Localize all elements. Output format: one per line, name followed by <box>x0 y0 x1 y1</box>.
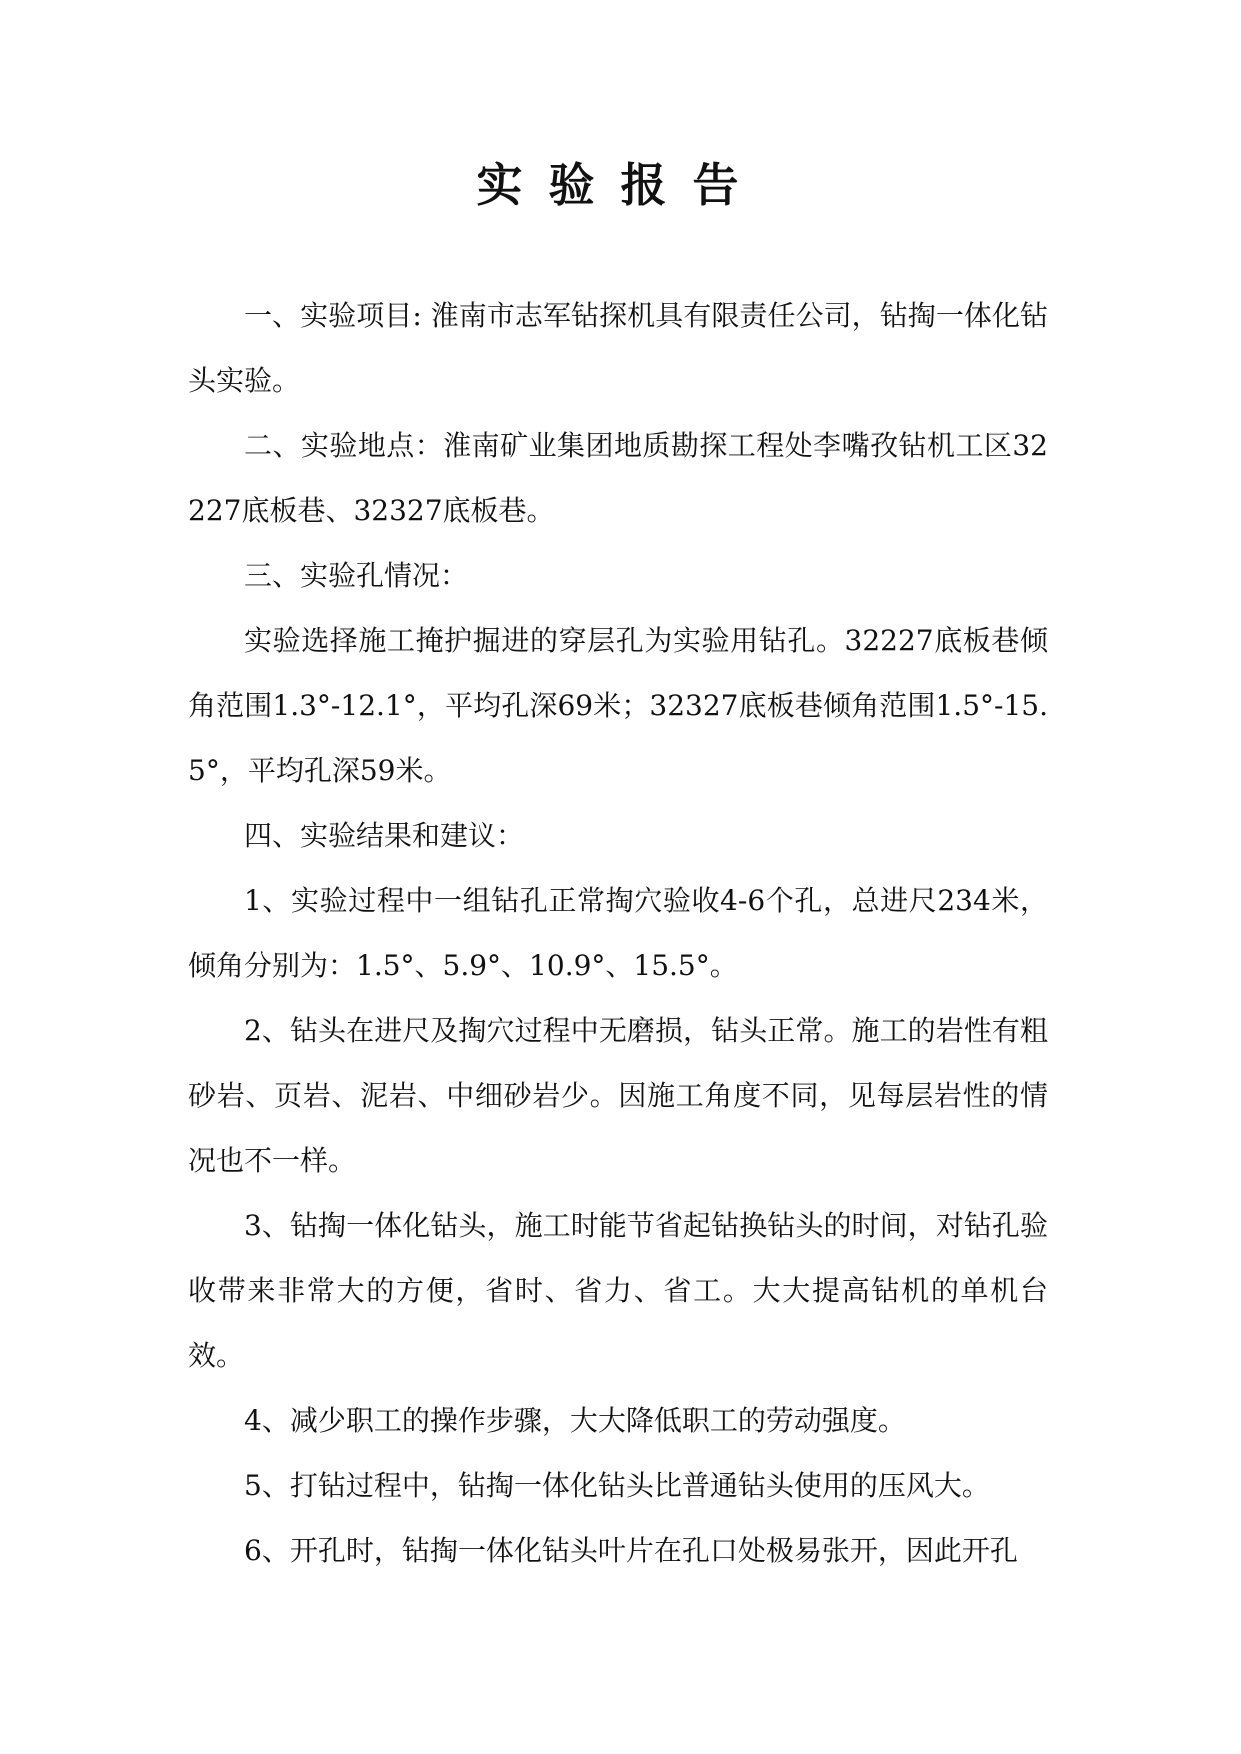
paragraph-result-5: 5、打钻过程中，钻掏一体化钻头比普通钻头使用的压风大。 <box>244 1469 990 1502</box>
paragraph-result-6: 6、开孔时，钻掏一体化钻头叶片在孔口处极易张开，因此开孔 <box>244 1534 1018 1567</box>
document-body <box>188 283 1048 1583</box>
paragraph-experiment-project: 一、实验项目: 淮南市志军钻探机具有限责任公司，钻掏一体化钻头实验。 <box>188 299 1048 397</box>
paragraph-result-3: 3、钻掏一体化钻头，施工时能节省起钻换钻头的时间，对钻孔验收带来非常大的方便，省时、省力、省工。大大提高钻机的单机台效。 <box>188 1209 1048 1372</box>
paragraph-borehole-details: 实验选择施工掩护掘进的穿层孔为实验用钻孔。32227底板巷倾角范围1.3°-12.1°，平均孔深69米；32327底板巷倾角范围1.5°-15.5°，平均孔深59米。 <box>188 624 1048 787</box>
paragraph-borehole-heading: 三、实验孔情况： <box>244 559 469 592</box>
paragraph-result-1: 1、实验过程中一组钻孔正常掏穴验收4-6个孔，总进尺234米，倾角分别为：1.5°、5.9°、10.9°、15.5°。 <box>188 884 1048 982</box>
paragraph-result-2: 2、钻头在进尺及掏穴过程中无磨损，钻头正常。施工的岩性有粗砂岩、页岩、泥岩、中细砂岩少。因施工角度不同，见每层岩性的情况也不一样。 <box>188 1014 1048 1177</box>
document-title: 实验报告 <box>476 158 765 212</box>
paragraph-experiment-location: 二、实验地点：淮南矿业集团地质勘探工程处李嘴孜钻机工区32227底板巷、32327底板巷。 <box>188 429 1048 527</box>
paragraph-results-heading: 四、实验结果和建议： <box>244 819 525 852</box>
paragraph-result-4: 4、减少职工的操作步骤，大大降低职工的劳动强度。 <box>244 1404 906 1437</box>
